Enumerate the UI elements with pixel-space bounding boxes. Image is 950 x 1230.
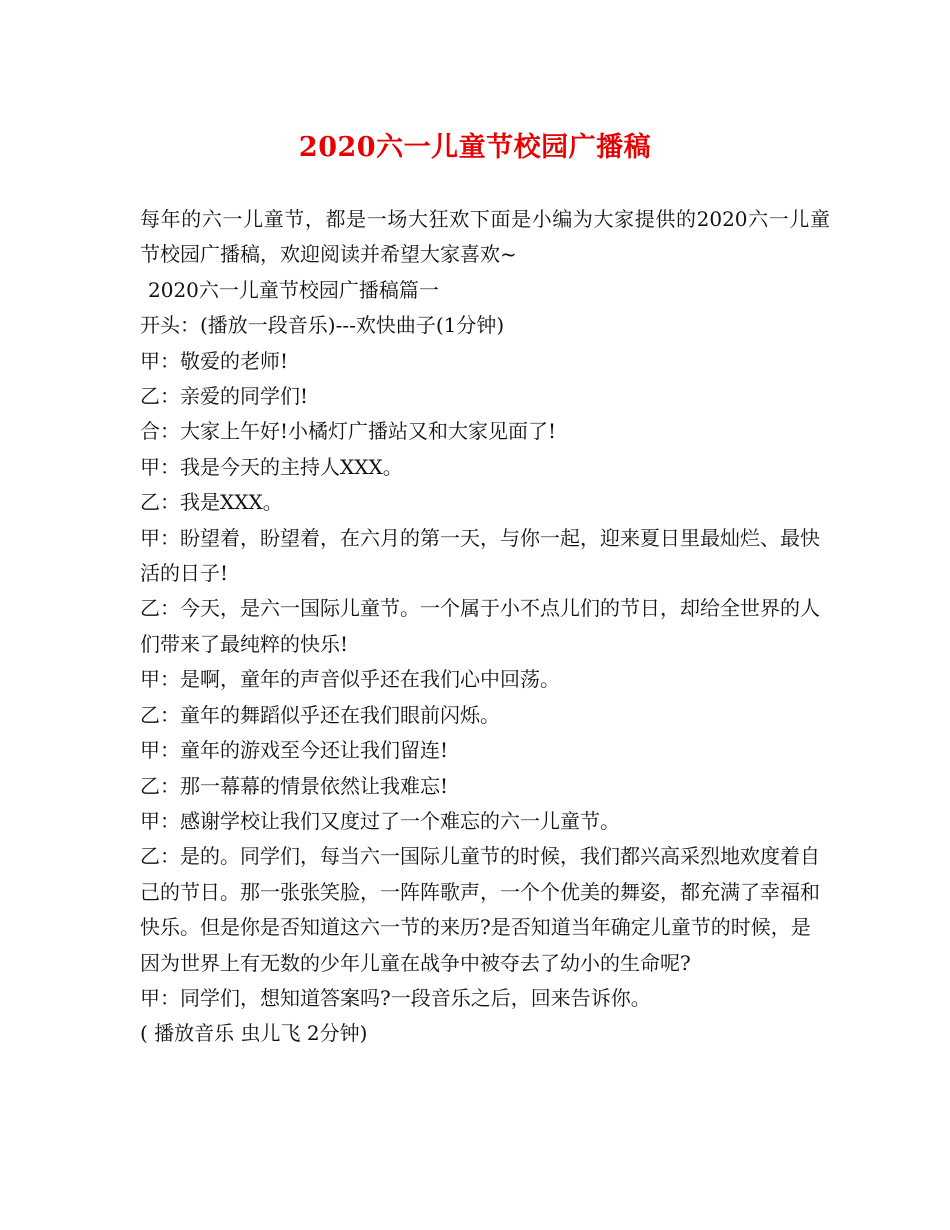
stage-direction: ( 播放音乐 虫儿飞 2分钟) bbox=[140, 1021, 368, 1046]
script-line: 乙：今天，是六一国际儿童节。一个属于小不点儿们的节日，却给全世界的人们带来了最纯粹的快乐! bbox=[140, 596, 820, 656]
script-line-opening: 开头：(播放一段音乐)---欢快曲子(1分钟) bbox=[140, 313, 505, 338]
script-line: 甲：童年的游戏至今还让我们留连! bbox=[140, 738, 449, 763]
script-line: 甲：敬爱的老师! bbox=[140, 348, 289, 373]
section-heading: 2020六一儿童节校园广播稿篇一 bbox=[148, 277, 439, 302]
script-line: 乙：童年的舞蹈似乎还在我们眼前闪烁。 bbox=[140, 702, 500, 727]
script-line: 甲：我是今天的主持人XXX。 bbox=[140, 454, 403, 479]
script-line: 乙：那一幕幕的情景依然让我难忘! bbox=[140, 773, 449, 798]
script-line: 甲：是啊，童年的声音似乎还在我们心中回荡。 bbox=[140, 667, 560, 692]
script-line: 乙：亲爱的同学们! bbox=[140, 384, 309, 409]
script-line: 甲：盼望着，盼望着，在六月的第一天，与你一起，迎来夏日里最灿烂、最快活的日子! bbox=[140, 525, 820, 586]
script-line: 乙：是的。同学们，每当六一国际儿童节的时候，我们都兴高采烈地欢度着自己的节日。那一张张笑脸，一阵阵歌声，一个个优美的舞姿，都充满了幸福和快乐。但是你是否知道这六一节的来历?是否知道当年确定儿童节的时候，是因为世界上有无数的少年儿童在战争中被夺去了幼小的生命呢? bbox=[140, 844, 820, 975]
script-line: 甲：感谢学校让我们又度过了一个难忘的六一儿童节。 bbox=[140, 808, 620, 833]
script-line: 合：大家上午好!小橘灯广播站又和大家见面了! bbox=[140, 419, 557, 444]
document-title: 2020六一儿童节校园广播稿 bbox=[298, 132, 652, 163]
document-body bbox=[140, 202, 830, 1052]
script-line: 甲：同学们，想知道答案吗?一段音乐之后，回来告诉你。 bbox=[140, 985, 651, 1010]
script-line: 乙：我是XXX。 bbox=[140, 490, 283, 515]
intro-paragraph: 每年的六一儿童节，都是一场大狂欢下面是小编为大家提供的2020六一儿童节校园广播稿，欢迎阅读并希望大家喜欢~ bbox=[140, 207, 830, 267]
